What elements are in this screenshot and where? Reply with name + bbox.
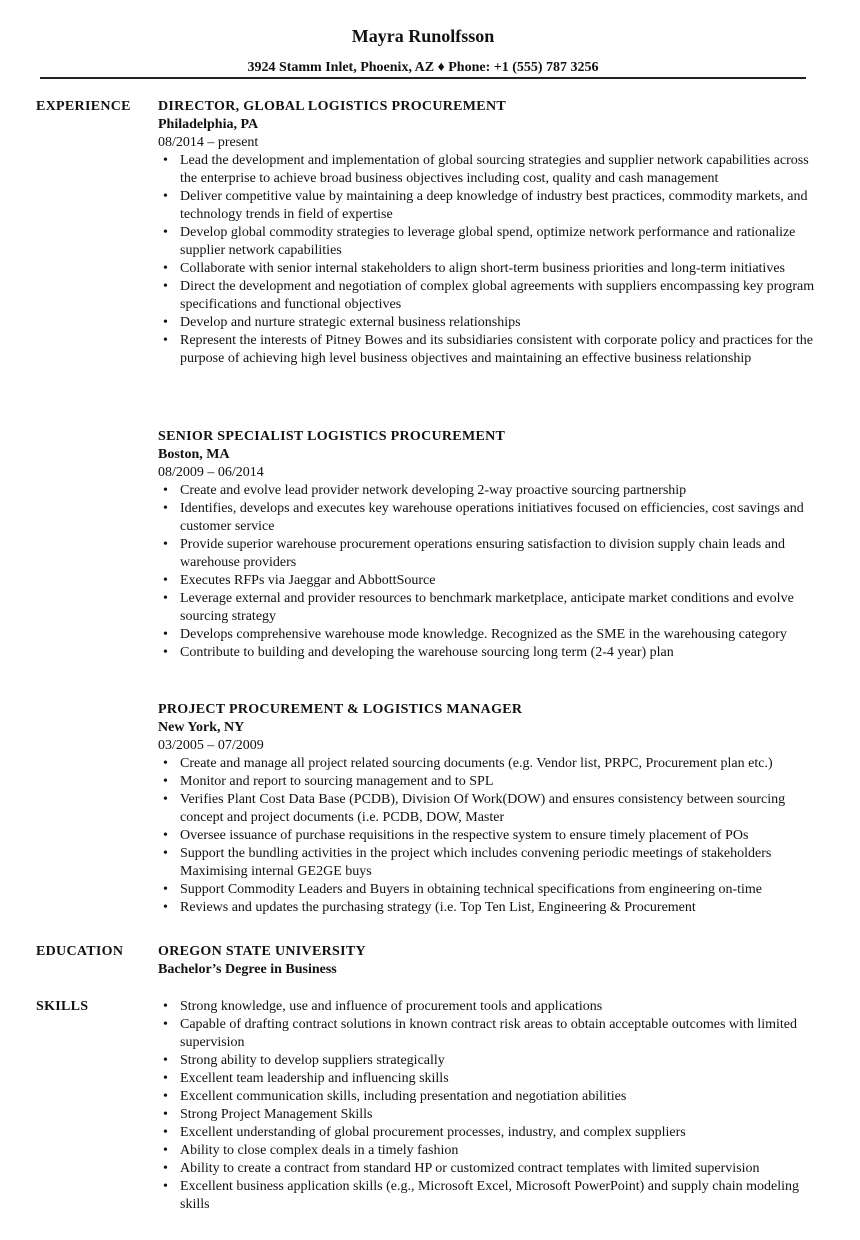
job-bullets <box>158 482 818 662</box>
skill-item: • Strong ability to develop suppliers strategically <box>163 1053 445 1068</box>
skill-item: • Strong knowledge, use and influence of procurement tools and applications <box>163 999 603 1014</box>
section-label-skills: SKILLS <box>36 999 89 1014</box>
bullet-item: • Develop global commodity strategies to leverage global spend, optimize network performance and rationalize supplier network capabilities <box>163 225 796 258</box>
bullet-item: • Identifies, develops and executes key warehouse operations initiatives focused on efficiencies, cost savings and customer service <box>163 501 804 534</box>
job-dates: 03/2005 – 07/2009 <box>158 738 264 753</box>
section-label-experience: EXPERIENCE <box>36 99 131 114</box>
bullet-item: • Represent the interests of Pitney Bowes and its subsidiaries consistent with corporate policy and practices for the purpose of achieving high level business objectives and maintaining an effective business relationship <box>163 333 813 366</box>
bullet-item: • Contribute to building and developing the warehouse sourcing long term (2-4 year) plan <box>163 645 674 660</box>
candidate-name: Mayra Runolfsson <box>351 26 495 46</box>
bullet-item: • Develop and nurture strategic external business relationships <box>163 315 521 330</box>
job-entry <box>158 98 818 368</box>
bullet-item: • Create and manage all project related sourcing documents (e.g. Vendor list, PRPC, Procurement plan etc.) <box>163 756 773 771</box>
skill-item: • Ability to close complex deals in a timely fashion <box>163 1143 459 1158</box>
bullet-item: • Provide superior warehouse procurement operations ensuring satisfaction to division supply chain leads and warehouse providers <box>163 537 785 570</box>
job-bullets <box>158 755 818 917</box>
section-label-education: EDUCATION <box>36 944 124 959</box>
school-name: OREGON STATE UNIVERSITY <box>158 944 366 959</box>
bullet-item: • Create and evolve lead provider network developing 2-way proactive sourcing partnership <box>163 483 687 498</box>
skill-item: • Strong Project Management Skills <box>163 1107 373 1122</box>
job-title: SENIOR SPECIALIST LOGISTICS PROCUREMENT <box>158 429 506 444</box>
skill-item: • Excellent understanding of global procurement processes, industry, and complex suppliers <box>163 1125 686 1140</box>
bullet-item: • Monitor and report to sourcing management and to SPL <box>163 774 494 789</box>
bullet-item: • Leverage external and provider resources to benchmark marketplace, anticipate market conditions and evolve sourcing strategy <box>163 591 794 624</box>
bullet-item: • Oversee issuance of purchase requisitions in the respective system to ensure timely placement of POs <box>163 828 749 843</box>
job-title: DIRECTOR, GLOBAL LOGISTICS PROCUREMENT <box>158 99 506 114</box>
bullet-item: • Direct the development and negotiation of complex global agreements with suppliers encompassing key program specifications and functional objectives <box>163 279 815 312</box>
skill-item: • Excellent business application skills (e.g., Microsoft Excel, Microsoft PowerPoint) and supply chain modeling skills <box>163 1179 800 1212</box>
job-dates: 08/2009 – 06/2014 <box>158 465 264 480</box>
job-entry <box>158 428 818 662</box>
skills-list <box>158 998 818 1214</box>
skill-item: • Excellent communication skills, including presentation and negotiation abilities <box>163 1089 627 1104</box>
bullet-item: • Reviews and updates the purchasing strategy (i.e. Top Ten List, Engineering & Procurement <box>163 900 696 915</box>
degree: Bachelor’s Degree in Business <box>158 962 337 977</box>
bullet-item: • Collaborate with senior internal stakeholders to align short-term business priorities and long-term initiatives <box>163 261 785 276</box>
bullet-item: • Executes RFPs via Jaeggar and AbbottSource <box>163 573 436 588</box>
bullet-item: • Support Commodity Leaders and Buyers in obtaining technical specifications from engineering on-time <box>163 882 763 897</box>
resume-header <box>40 24 806 77</box>
job-dates: 08/2014 – present <box>158 135 259 150</box>
bullet-item: • Deliver competitive value by maintaining a deep knowledge of industry best practices, commodity markets, and technology trends in field of expertise <box>163 189 808 222</box>
bullet-item: • Develops comprehensive warehouse mode knowledge. Recognized as the SME in the warehousing category <box>163 627 787 642</box>
job-location: Boston, MA <box>158 447 230 462</box>
job-location: New York, NY <box>158 720 245 735</box>
header-divider <box>40 77 806 79</box>
job-bullets <box>158 152 818 368</box>
skill-item: • Excellent team leadership and influencing skills <box>163 1071 449 1086</box>
bullet-item: • Verifies Plant Cost Data Base (PCDB), Division Of Work(DOW) and ensures consistency between sourcing concept and project documents (i.e. PCDB, DOW, Master <box>163 792 786 825</box>
skill-item: • Capable of drafting contract solutions in known contract risk areas to obtain acceptable outcomes with limited supervision <box>163 1017 797 1050</box>
job-entry <box>158 701 818 917</box>
skill-item: • Ability to create a contract from standard HP or customized contract templates with limited supervision <box>163 1161 760 1176</box>
job-title: PROJECT PROCUREMENT & LOGISTICS MANAGER <box>158 702 523 717</box>
bullet-item: • Support the bundling activities in the project which includes convening periodic meetings of stakeholders Maximising internal GE2GE buys <box>163 846 772 879</box>
bullet-item: • Lead the development and implementation of global sourcing strategies and supplier network capabilities across the enterprise to achieve broad business objectives including cost, quality and cash management <box>163 153 809 186</box>
job-location: Philadelphia, PA <box>158 117 259 132</box>
contact-line: 3924 Stamm Inlet, Phoenix, AZ ♦ Phone: +1 (555) 787 3256 <box>247 60 599 75</box>
